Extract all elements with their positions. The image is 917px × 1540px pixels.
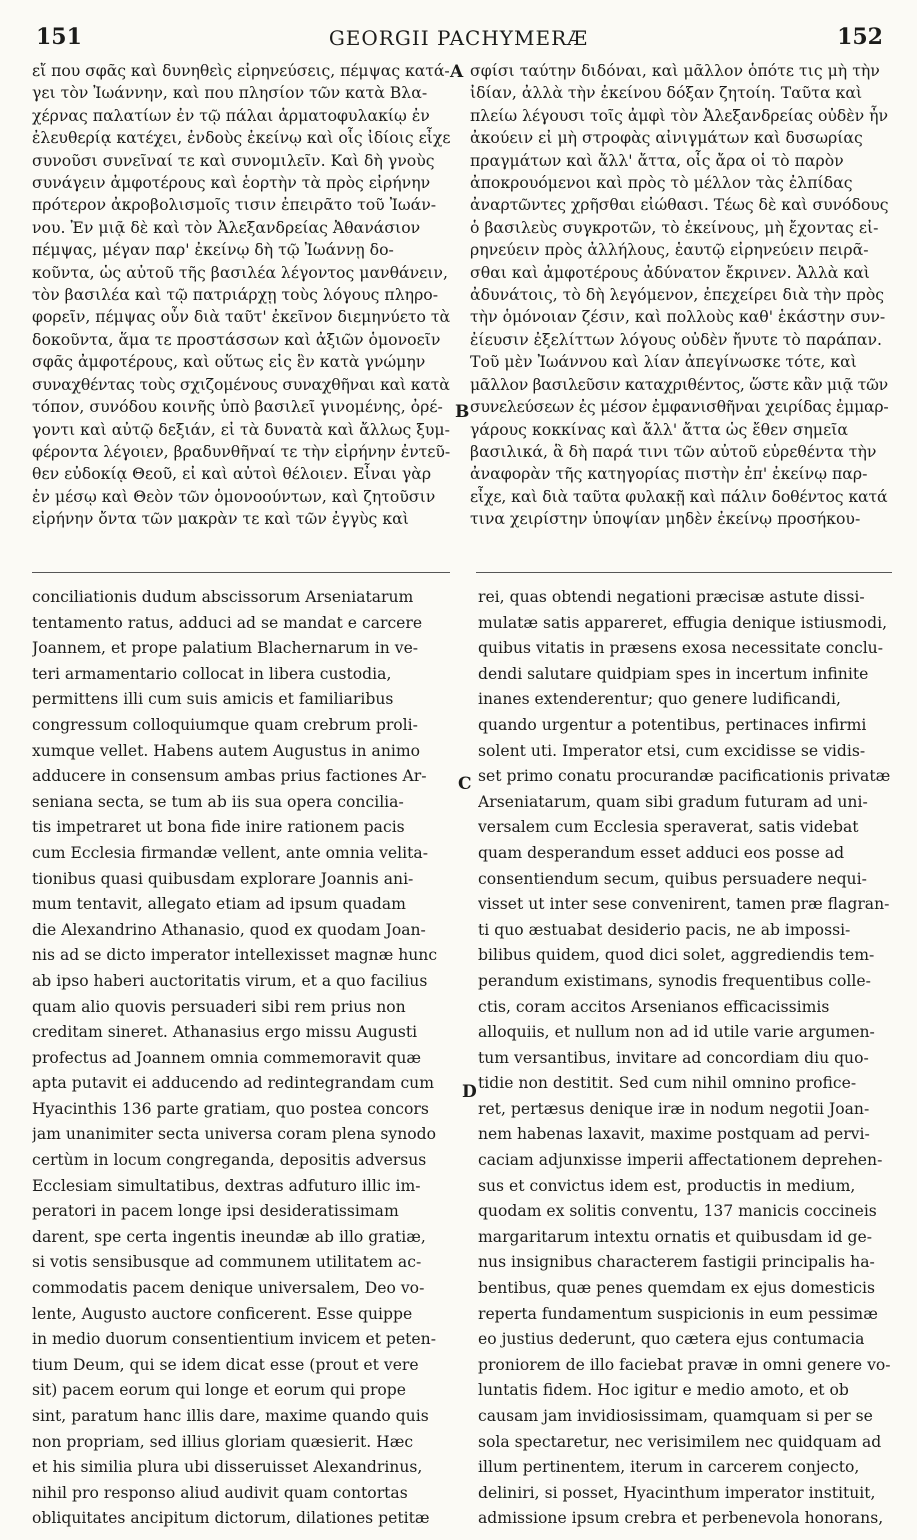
text-line: perandum existimans, synodis frequentibus colle- [478, 971, 871, 990]
text-line: ret, pertæsus denique iræ in nodum negotii Joan- [478, 1099, 870, 1118]
text-line: consentiendum secum, quibus persuadere nequi- [478, 869, 867, 888]
text-line: ἰδίαν, ἀλλὰ τὴν ἐκείνου δόξαν ζητοίη. Ταῦτα καὶ [470, 83, 863, 103]
text-line: ἀκούειν εἰ μὴ στροφὰς αἰνιγμάτων καὶ δυσωρίας [470, 128, 863, 148]
text-line: obliquitates ancipitum dictorum, dilationes petitæ [32, 1509, 430, 1528]
text-line: tentamento ratus, adduci ad se mandat e carcere [32, 613, 423, 632]
text-line: set primo conatu procurandæ pacificationis privatæ [478, 767, 891, 786]
text-line: peratori in pacem longe ipsi desideratissimam [32, 1202, 399, 1221]
margin-marker-b: B [455, 402, 470, 422]
text-line: jam unanimiter secta universa coram plena synodo [32, 1125, 436, 1144]
text-line: φορεῖν, πέμψας οὖν διὰ ταῦτ' ἐκεῖνον διεμηνύετο τὰ [32, 307, 450, 327]
latin-column-right [478, 585, 892, 1532]
text-line: ρηνεύειν πρὸς ἀλλήλους, ἑαυτῷ εἰρηνεύειν πειρᾶ- [470, 240, 869, 260]
text-line: nem habenas laxavit, maxime postquam ad pervi- [478, 1125, 870, 1144]
latin-column-left [32, 585, 454, 1532]
text-line: quando urgentur a potentibus, pertinaces infirmi [478, 715, 867, 734]
text-line: visset ut inter sese convenirent, tamen præ flagran- [478, 895, 890, 914]
margin-marker-d: D [462, 1082, 477, 1102]
text-line: συνάγειν ἀμφοτέρους καὶ ἑορτὴν τὰ πρὸς εἰρήνην [32, 173, 431, 193]
text-line: quibus vitatis in præsens exosa necessitate conclu- [478, 639, 883, 658]
text-line: bilibus quidem, quod dici solet, aggrediendis tem- [478, 946, 875, 965]
text-line: δοκοῦντα, ἅμα τε προστάσσων καὶ ἀξιῶν ὁμονοεῖν [32, 329, 441, 349]
text-line: tis impetraret ut bona fide inire rationem pacis [32, 818, 405, 837]
text-line: tionibus quasi quibusdam explorare Joannis ani- [32, 869, 414, 888]
text-line: versalem cum Ecclesia speraverat, satis videbat [478, 818, 859, 837]
text-line: συνοῦσι συνεῖναί τε καὶ συνομιλεῖν. Καὶ δὴ γνοὺς [32, 150, 435, 170]
text-line: χέρνας παλατίων ἐν τῷ πάλαι ἁρματοφυλακίῳ ἐν [32, 105, 430, 125]
text-line: Arseniatarum, quam sibi gradum futuram ad uni- [478, 792, 868, 811]
text-line: admissione ipsum crebra et perbenevola honorans, [478, 1509, 884, 1528]
text-line: cum Ecclesia firmandæ vellent, ante omnia velita- [32, 843, 428, 862]
text-line: γει τὸν Ἰωάννην, καὶ που πλησίον τῶν κατὰ Βλα- [32, 83, 428, 103]
text-line: Ecclesiam simultatibus, dextras adfuturo illic im- [32, 1176, 421, 1195]
text-line: deliniri, si posset, Hyacinthum imperator instituit, [478, 1483, 876, 1502]
text-line: ἀναρτῶντες χρῆσθαι εἰώθασι. Τέως δὲ καὶ συνόδους [470, 195, 888, 215]
text-line: bentibus, quæ penes quemdam ex ejus domesticis [478, 1279, 876, 1298]
text-line: εἶχε, καὶ διὰ ταῦτα φυλακῇ καὶ πάλιν δοθέντος κατά [470, 486, 888, 506]
text-line: certùm in locum congreganda, depositis adversus [32, 1151, 427, 1170]
text-line: proniorem de illo faciebat pravæ in omni genere vo- [478, 1355, 891, 1374]
greek-column-right [470, 60, 888, 531]
text-line: causam jam invidiosissimam, quamquam si per se [478, 1407, 873, 1425]
text-line: πέμψας, μέγαν παρ' ἐκείνῳ δὴ τῷ Ἰωάννῃ δο- [32, 240, 394, 260]
text-line: et his similia plura ubi disseruisset Alexandrinus, [32, 1458, 423, 1477]
text-line: ἀδυνάτοις, τὸ δὴ λεγόμενον, ἐπεχείρει διὰ τὴν πρὸς [470, 285, 885, 305]
text-line: sit) pacem eorum qui longe et eorum qui prope [32, 1381, 407, 1400]
page-number-right: 152 [837, 24, 883, 50]
text-line: ὁ βασιλεὺς συγκροτῶν, τὸ ἐκείνους, μὴ ἔχοντας εἰ- [470, 217, 879, 237]
text-line: dendi salutare quidpiam spes in incertum infinite [478, 664, 869, 683]
text-line: γοντι καὶ αὐτῷ δεξιάν, εἰ τὰ δυνατὰ καὶ ἄλλως ξυμ- [32, 419, 450, 439]
margin-marker-a: A [450, 62, 464, 82]
text-line: alloquiis, et nullum non ad id utile varie argumen- [478, 1023, 875, 1042]
text-line: σφίσι ταύτην διδόναι, καὶ μᾶλλον ὁπότε τις μὴ τὴν [470, 61, 880, 80]
text-line: ἀναφορὰν τῆς κατηγορίας πιστὴν ἐπ' ἐκείνῳ παρ- [470, 464, 868, 484]
text-line: sus et convictus idem est, productis in medium, [478, 1176, 856, 1195]
text-line: congressum colloquiumque quam crebrum proli- [32, 715, 418, 734]
text-line: nis ad se dicto imperator intellexisset magnæ hunc [32, 946, 438, 965]
text-line: eo justius dederunt, quo cætera ejus contumacia [478, 1330, 865, 1349]
text-line: πρότερον ἀκροβολισμοῖς τισιν ἐπειρᾶτο τοῦ Ἰωάν- [32, 195, 437, 215]
text-line: ti quo æstuabat desiderio pacis, ne ab impossi- [478, 920, 851, 939]
text-line: quam alio quovis persuaderi sibi rem prius non [32, 997, 406, 1016]
text-line: conciliationis dudum abscissorum Arseniatarum [32, 588, 414, 606]
text-line: caciam adjunxisse imperii affectationem deprehen- [478, 1151, 883, 1170]
text-line: solent uti. Imperator etsi, cum excidisse se vidis- [478, 741, 866, 760]
text-line: die Alexandrino Athanasio, quod ex quodam Joan- [32, 920, 426, 939]
text-line: permittens illi cum suis amicis et familiaribus [32, 690, 394, 709]
text-line: ἐίευσιν ἐξελίττων λόγους οὐδὲν ἤνυτε τὸ παράπαν. [470, 329, 882, 349]
text-line: πλείω λέγουσι τοῖς ἀμφὶ τὸν Ἀλεξανδρείας οὐδὲν ἦν [470, 105, 888, 125]
text-line: darent, spe certa ingentis ineundæ ab illo gratiæ, [32, 1227, 426, 1246]
text-line: Τοῦ μὲν Ἰωάννου καὶ λίαν ἀπεγίνωσκε τότε, καὶ [470, 352, 857, 372]
running-title: GEORGII PACHYMERÆ [328, 26, 589, 50]
divider-left [32, 572, 450, 573]
text-line: σθαι καὶ ἀμφοτέρους ἀδύνατον ἔκρινεν. Ἀλλὰ καὶ [470, 262, 870, 282]
text-line: νου. Ἐν μιᾷ δὲ καὶ τὸν Ἀλεξανδρείας Ἀθανάσιον [32, 217, 421, 237]
text-line: nus insignibus characterem fastigii principalis ha- [478, 1253, 875, 1272]
text-line: εἰρήνην ὄντα τῶν μακρὰν τε καὶ τῶν ἐγγὺς καὶ [32, 509, 409, 529]
text-line: quam desperandum esset adduci eos posse ad [478, 843, 845, 862]
text-line: inanes extenderentur; quo genere ludificandi, [478, 690, 841, 709]
page-number-left: 151 [36, 24, 82, 50]
text-line: tidie non destitit. Sed cum nihil omnino profice- [478, 1074, 857, 1093]
page-header [30, 24, 887, 60]
greek-column-left [32, 60, 450, 531]
text-line: τὸν βασιλέα καὶ τῷ πατριάρχῃ τοὺς λόγους πληρο- [32, 285, 439, 305]
text-line: mulatæ satis appareret, effugia denique istiusmodi, [478, 613, 888, 632]
text-line: τὴν ὁμόνοιαν ζέσιν, καὶ πολλοὺς καθ' ἑκάστην συν- [470, 307, 886, 327]
text-line: τινα χειρίστην ὑποψίαν μηδὲν ἐκείνῳ προσήκου- [470, 509, 861, 529]
text-line: luntatis fidem. Hoc igitur e medio amoto, et ob [478, 1381, 849, 1400]
text-line: quodam ex solitis conventu, 137 manicis coccineis [478, 1202, 877, 1221]
text-line: creditam sineret. Athanasius ergo missu Augusti [32, 1023, 418, 1042]
text-line: Hyacinthis 136 parte gratiam, quo postea concors [32, 1099, 429, 1118]
text-line: si votis sensibusque ad communem utilitatem ac- [32, 1253, 422, 1272]
text-line: ab ipso haberi auctoritatis virum, et a quo facilius [32, 971, 428, 990]
text-line: πραγμάτων καὶ ἄλλ' ἄττα, οἷς ἄρα οἱ τὸ παρὸν [470, 150, 844, 170]
text-line: adducere in consensum ambas prius factiones Ar- [32, 767, 427, 786]
margin-marker-c: C [458, 774, 472, 794]
text-line: εἴ που σφᾶς καὶ δυνηθεὶς εἰρηνεύσεις, πέμψας κατά- [32, 61, 450, 80]
text-line: ἐν μέσῳ καὶ Θεὸν τῶν ὁμονοούντων, καὶ ζητοῦσιν [32, 486, 436, 506]
text-line: βασιλικά, ἃ δὴ παρά τινι τῶν αὐτοῦ εὑρεθέντα τὴν [470, 441, 877, 461]
text-line: τόπον, συνόδου κοινῆς ὑπὸ βασιλεῖ γινομένης, ὀρέ- [32, 397, 443, 417]
text-line: apta putavit ei adducendo ad redintegrandam cum [32, 1074, 435, 1093]
text-line: φέροντα λέγοιεν, βραδυνθῆναί τε τὴν εἰρήνην ἐντεῦ- [32, 441, 450, 461]
text-line: illum pertinentem, iterum in carcerem conjecto, [478, 1458, 860, 1477]
text-line: profectus ad Joannem omnia commemoravit quæ [32, 1048, 422, 1067]
divider-right [476, 572, 892, 573]
text-line: tum versantibus, invitare ad concordiam diu quo- [478, 1048, 869, 1067]
text-line: margaritarum intextu ornatis et quibusdam id ge- [478, 1227, 872, 1246]
text-line: tium Deum, qui se idem dicat esse (prout et vere [32, 1355, 419, 1374]
text-line: sint, paratum hanc illis dare, maxime quando quis [32, 1407, 429, 1425]
text-line: Joannem, et prope palatium Blachernarum in ve- [32, 639, 419, 658]
text-line: μᾶλλον βασιλεῦσιν καταχριθέντος, ὥστε κἂν μιᾷ τῶν [470, 374, 888, 394]
text-line: nihil pro responso aliud audivit quam contortas [32, 1483, 408, 1502]
text-line: σφᾶς ἀμφοτέρους, καὶ οὕτως εἰς ἓν κατὰ γνώμην [32, 352, 426, 372]
text-line: lente, Augusto auctore conficerent. Esse quippe [32, 1304, 413, 1323]
text-line: reperta fundamentum suspicionis in eum pessimæ [478, 1304, 878, 1323]
text-line: θεν εὐδοκίᾳ Θεοῦ, εἰ καὶ αὐτοὶ θέλοιεν. Εἶναι γὰρ [32, 464, 432, 484]
text-line: mum tentavit, allegato etiam ad ipsum quadam [32, 895, 406, 914]
text-line: sola spectaretur, nec verisimilem nec quidquam ad [478, 1432, 882, 1451]
text-line: commodatis pacem denique universalem, Deo vo- [32, 1279, 425, 1298]
text-line: ἀποκρουόμενοι καὶ πρὸς τὸ μέλλον τὰς ἐλπίδας [470, 173, 853, 193]
text-line: xumque vellet. Habens autem Augustus in animo [32, 741, 421, 760]
text-line: non propriam, sed illius gloriam quæsierit. Hæc [32, 1432, 414, 1451]
text-line: in medio duorum consentientium invicem et peten- [32, 1330, 436, 1349]
text-line: γάρους κοκκίνας καὶ ἄλλ' ἄττα ὡς ἔθεν σημεῖα [470, 419, 848, 439]
text-line: seniana secta, se tum ab iis sua opera concilia- [32, 792, 404, 811]
text-line: rei, quas obtendi negationi præcisæ astute dissi- [478, 588, 865, 606]
text-line: ctis, coram accitos Arsenianos efficacissimis [478, 997, 830, 1016]
text-line: κοῦντα, ὡς αὐτοῦ τῆς βασιλέα λέγοντος μανθάνειν, [32, 262, 448, 282]
text-line: συναχθέντας τοὺς σχιζομένους συναχθῆναι καὶ κατὰ [32, 374, 450, 394]
text-line: teri armamentario collocat in libera custodia, [32, 664, 392, 683]
text-line: συνελεύσεων ἐς μέσον ἐμφανισθῆναι χειρίδας ἐμμαρ- [470, 397, 888, 417]
text-line: ἐλευθερίᾳ κατέχει, ἐνδοὺς ἐκείνῳ καὶ οἷς ἰδίοις εἶχε [32, 128, 450, 148]
